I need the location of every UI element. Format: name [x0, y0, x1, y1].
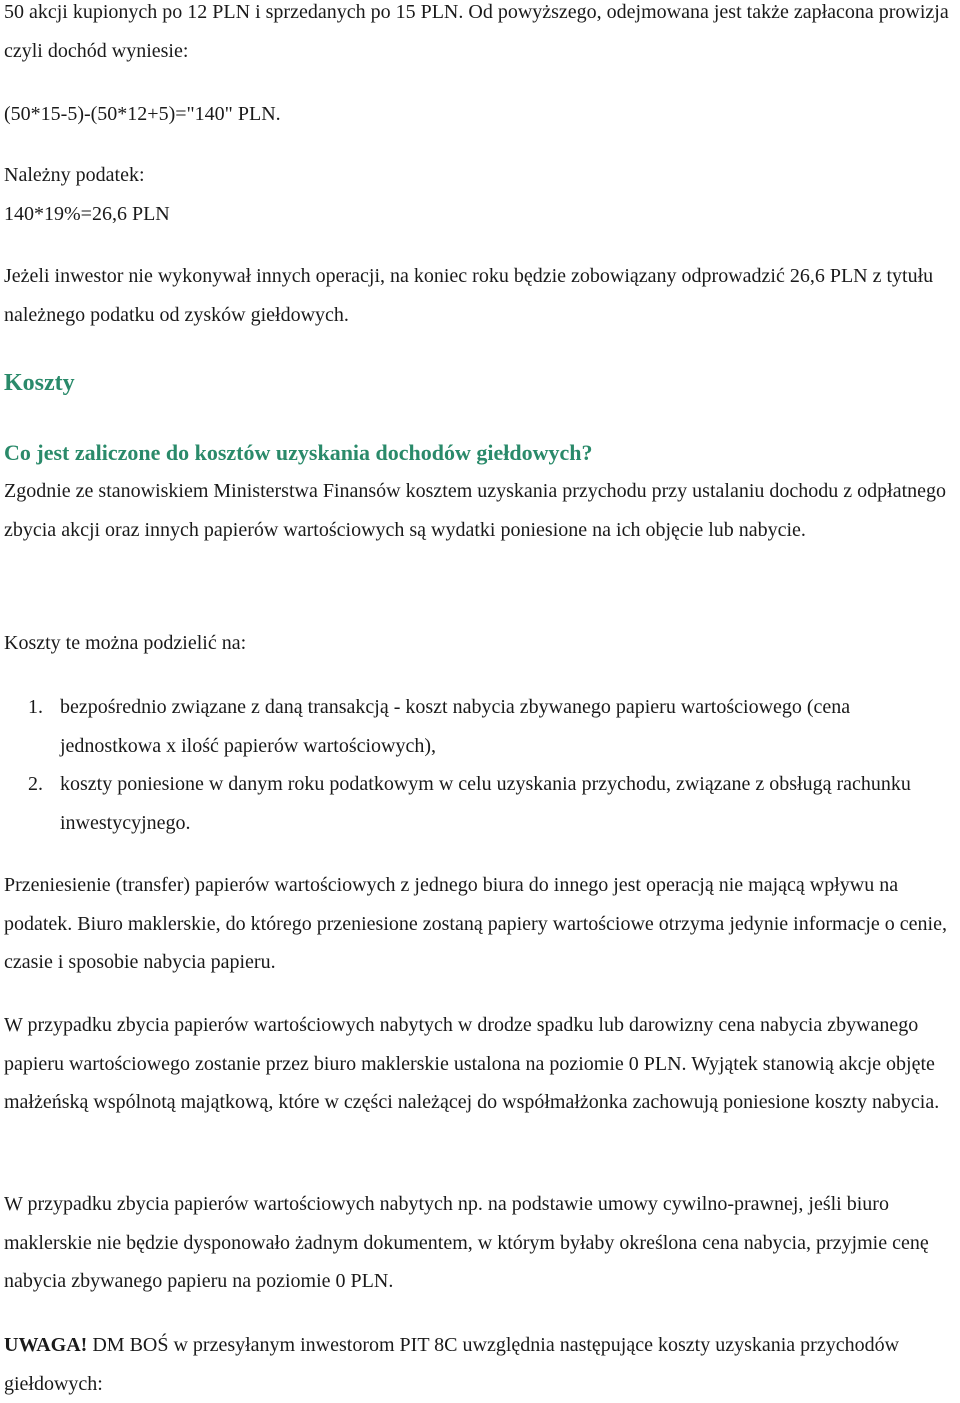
list-item-number: 1.	[28, 696, 43, 718]
list-item-text: koszty poniesione w danym roku podatkowym w celu uzyskania przychodu, związane z obsługą rachunku inwestycyjnego.	[60, 773, 911, 834]
warning-label: UWAGA!	[4, 1334, 88, 1356]
list-item	[4, 688, 956, 765]
list-item	[4, 765, 956, 842]
paragraph-cost-split: Koszty te można podzielić na:	[4, 632, 247, 654]
paragraph-warning	[4, 1326, 956, 1403]
tax-label: Należny podatek:	[4, 164, 145, 186]
list-item-number: 2.	[28, 773, 43, 795]
heading-costs: Koszty	[4, 370, 75, 396]
heading-question: Co jest zaliczone do kosztów uzyskania dochodów giełdowych?	[4, 440, 593, 465]
tax-calculation: 140*19%=26,6 PLN	[4, 203, 170, 225]
paragraph-obligation: Jeżeli inwestor nie wykonywał innych operacji, na koniec roku będzie zobowiązany odprowadzić 26,6 PLN z tytułu należnego podatku od zysków giełdowych.	[4, 265, 934, 326]
paragraph-ministry: Zgodnie ze stanowiskiem Ministerstwa Finansów kosztem uzyskania przychodu przy ustalaniu dochodu z odpłatnego zbycia akcji oraz innych papierów wartościowych są wydatki poniesione na ich objęcie lub nabycie.	[4, 480, 947, 541]
list-item-text: bezpośrednio związane z daną transakcją - koszt nabycia zbywanego papieru wartościowego (cena jednostkowa x ilość papierów wartościowych),	[60, 696, 851, 757]
paragraph-example: 50 akcji kupionych po 12 PLN i sprzedanych po 15 PLN. Od powyższego, odejmowana jest także zapłacona prowizja czyli dochód wyniesie:	[4, 1, 949, 62]
paragraph-civil-contract: W przypadku zbycia papierów wartościowych nabytych np. na podstawie umowy cywilno-prawnej, jeśli biuro maklerskie nie będzie dysponowało żadnym dokumentem, w którym byłaby określona cena nabycia, przyjmie cenę nabycia zbywanego papieru na poziomie 0 PLN.	[4, 1193, 929, 1292]
cost-list	[4, 688, 956, 842]
formula-line: (50*15-5)-(50*12+5)="140" PLN.	[4, 103, 281, 125]
paragraph-transfer: Przeniesienie (transfer) papierów wartościowych z jednego biura do innego jest operacją nie mającą wpływu na podatek. Biuro maklerskie, do którego przeniesione zostaną papiery wartościowe otrzyma jedynie informacje o cenie, czasie i sposobie nabycia papieru.	[4, 874, 947, 973]
paragraph-inheritance: W przypadku zbycia papierów wartościowych nabytych w drodze spadku lub darowizny cena nabycia zbywanego papieru wartościowego zostanie przez biuro maklerskie ustalona na poziomie 0 PLN. Wyjątek stanowią akcje objęte małżeńską wspólnotą majątkową, które w części należącej do współmałżonka zachowują poniesione koszty nabycia.	[4, 1014, 940, 1113]
warning-text: DM BOŚ w przesyłanym inwestorom PIT 8C uwzględnia następujące koszty uzyskania przychodów giełdowych:	[4, 1334, 900, 1395]
